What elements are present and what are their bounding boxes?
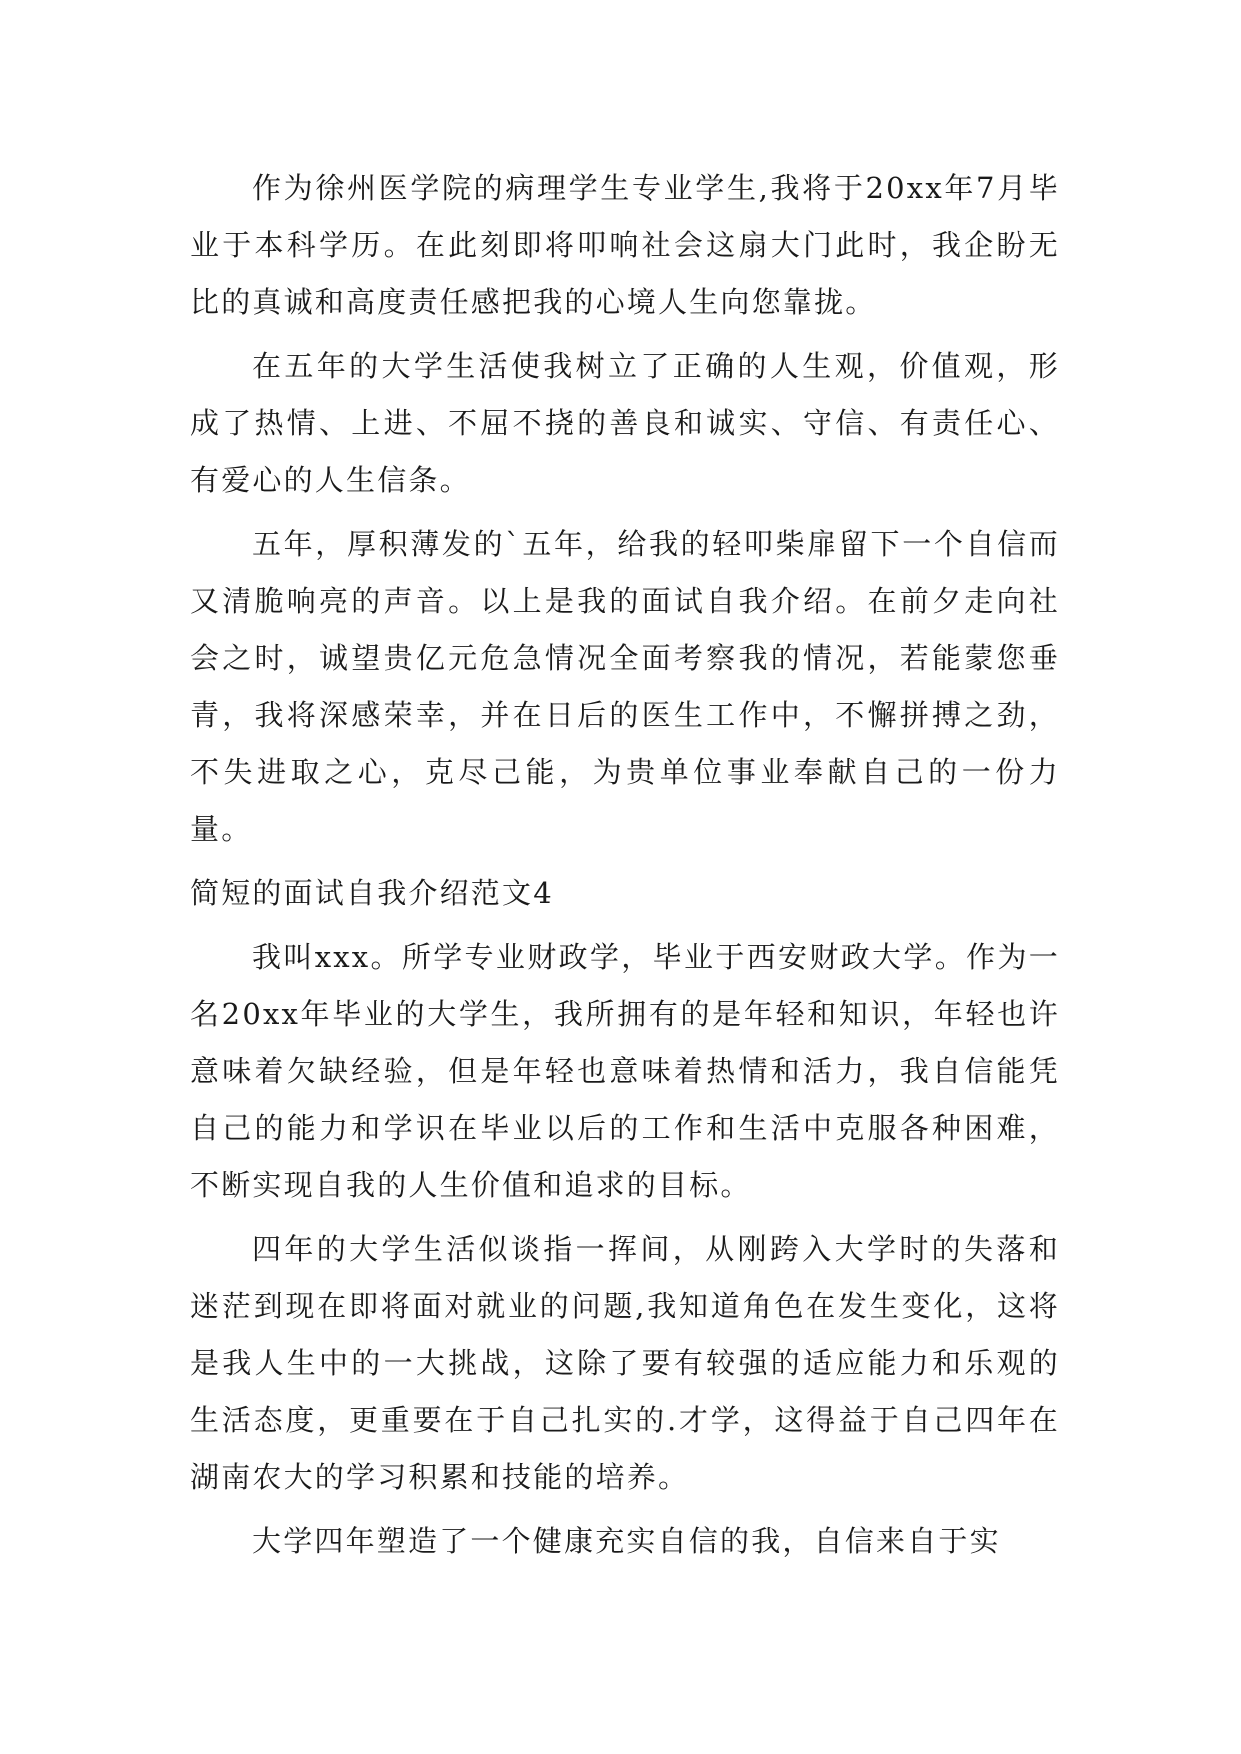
paragraph-graduation-intro: 作为徐州医学院的病理学生专业学生,我将于20xx年7月毕业于本科学历。在此刻即将叩响社会这扇大门此时，我企盼无比的真诚和高度责任感把我的心境人生向您靠拢。 [190, 171, 1060, 319]
document-body [190, 160, 1060, 1577]
paragraph-five-years: 五年，厚积薄发的`五年，给我的轻叩柴扉留下一个自信而又清脆响亮的声音。以上是我的面试自我介绍。在前夕走向社会之时，诚望贵亿元危急情况全面考察我的情况，若能蒙您垂青，我将深感荣幸，并在日后的医生工作中，不懈拼搏之劲，不失进取之心，克尽己能，为贵单位事业奉献自己的一份力量。 [190, 527, 1060, 846]
paragraph-life-values: 在五年的大学生活使我树立了正确的人生观，价值观，形成了热情、上进、不屈不挠的善良和诚实、守信、有责任心、有爱心的人生信条。 [190, 349, 1060, 497]
section-heading: 简短的面试自我介绍范文4 [190, 876, 554, 910]
paragraph-self-intro: 我叫xxx。所学专业财政学，毕业于西安财政大学。作为一名20xx年毕业的大学生，我所拥有的是年轻和知识，年轻也许意味着欠缺经验，但是年轻也意味着热情和活力，我自信能凭自己的能力和学识在毕业以后的工作和生活中克服各种困难，不断实现自我的人生价值和追求的目标。 [190, 940, 1060, 1202]
paragraph-four-years: 四年的大学生活似谈指一挥间，从刚跨入大学时的失落和迷茫到现在即将面对就业的问题,我知道角色在发生变化，这将是我人生中的一大挑战，这除了要有较强的适应能力和乐观的生活态度，更重要在于自己扎实的.才学，这得益于自己四年在湖南农大的学习积累和技能的培养。 [190, 1232, 1060, 1494]
paragraph-confidence: 大学四年塑造了一个健康充实自信的我，自信来自于实 [252, 1524, 1001, 1558]
